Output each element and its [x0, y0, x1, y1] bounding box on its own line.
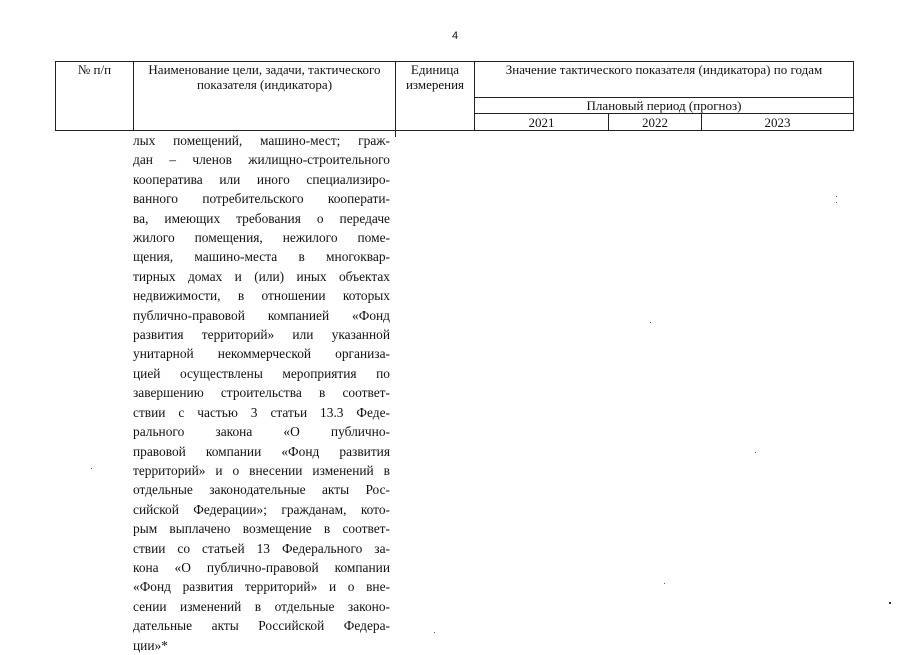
- text-line: кооператива или иного специализиро-: [133, 171, 390, 187]
- indicator-table-header: [55, 61, 854, 131]
- text-line: цией осуществлены мероприятия по: [133, 365, 390, 381]
- header-unit-col: Единица измерения: [396, 62, 475, 131]
- text-line: ванного потребительского кооперати-: [133, 191, 390, 207]
- text-line: ствии со статьей 13 Федерального за-: [133, 540, 390, 556]
- text-line: жилого помещения, нежилого поме-: [133, 230, 390, 246]
- indicator-description: [133, 131, 390, 655]
- text-line: рального закона «О публично-: [133, 424, 390, 440]
- text-line: развития территорий» или указанной: [133, 327, 390, 343]
- text-line: сийской Федерации»; гражданам, кото-: [133, 501, 390, 517]
- column-rule: [395, 131, 396, 137]
- scan-speck: [650, 322, 651, 323]
- text-line: «Фонд развития территорий» и о вне-: [133, 579, 390, 595]
- text-line: отдельные законодательные акты Рос-: [133, 482, 390, 498]
- scan-speck: [836, 196, 837, 197]
- text-line: щения, машино-места в многоквар-: [133, 249, 390, 265]
- text-line: лых помещений, машино-мест; граж-: [133, 133, 390, 148]
- text-line: кона «О публично-правовой компании: [133, 559, 390, 575]
- text-line: ции»*: [133, 637, 168, 653]
- scan-speck: [91, 468, 92, 469]
- text-line: унитарной некоммерческой организа-: [133, 346, 390, 362]
- header-value-col: Значение тактического показателя (индикатора) по годам: [475, 62, 854, 98]
- text-line: территорий» и о внесении изменений в: [133, 462, 390, 478]
- header-number-col: № п/п: [56, 62, 134, 131]
- scan-speck: [755, 452, 756, 453]
- text-line: завершению строительства в соответ-: [133, 385, 390, 401]
- text-line: дательные акты Российской Федера-: [133, 618, 390, 634]
- scan-speck: [889, 602, 891, 604]
- text-line: сении изменений в отдельные законо-: [133, 598, 390, 614]
- page-number: 4: [451, 30, 459, 42]
- header-year-2023: 2023: [702, 114, 854, 131]
- header-year-2022: 2022: [609, 114, 702, 131]
- text-line: рым выплачено возмещение в соответ-: [133, 521, 390, 537]
- text-line: ва, имеющих требования о передаче: [133, 210, 390, 226]
- text-line: тирных домах и (или) иных объектах: [133, 268, 390, 284]
- scan-speck: [664, 583, 665, 584]
- text-line: недвижимости, в отношении которых: [133, 288, 390, 304]
- text-line: ствии с частью 3 статьи 13.3 Феде-: [133, 404, 390, 420]
- scan-speck: [434, 632, 435, 633]
- text-line: правовой компании «Фонд развития: [133, 443, 390, 459]
- text-line: публично-правовой компанией «Фонд: [133, 307, 390, 323]
- header-planned-period: Плановый период (прогноз): [475, 98, 854, 114]
- header-year-2021: 2021: [475, 114, 609, 131]
- scan-speck: [836, 202, 837, 203]
- text-line: дан – членов жилищно-строительного: [133, 152, 390, 168]
- header-name-col: Наименование цели, задачи, тактического показателя (индикатора): [134, 62, 396, 131]
